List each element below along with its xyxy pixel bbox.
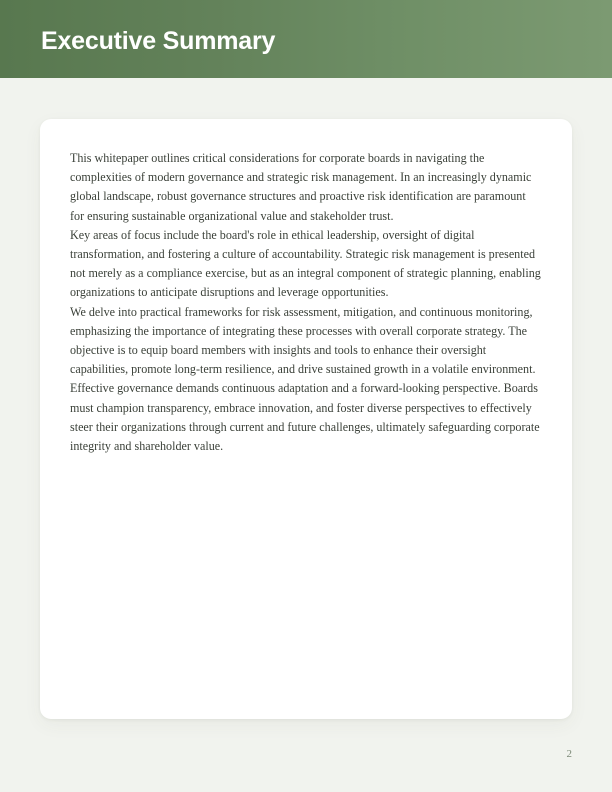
paragraph-4: Effective governance demands continuous adaptation and a forward-looking perspective. Boards must champion transparency, embrace innovation, and foster diverse perspectives to effectively steer their organizations through current and future challenges, ultimately safeguarding corporate integrity and shareholder value. — [70, 381, 540, 454]
page-title: Executive Summary — [41, 27, 276, 55]
paragraph-1: This whitepaper outlines critical considerations for corporate boards in navigating the complexities of modern governance and strategic risk management. In an increasingly dynamic global landscape, robust governance structures and proactive risk identification are paramount for ensuring sustainable organizational value and stakeholder trust. — [70, 151, 532, 223]
page-number: 2 — [566, 748, 572, 760]
page-header-band — [0, 0, 612, 78]
paragraph-3: We delve into practical frameworks for risk assessment, mitigation, and continuous monitoring, emphasizing the importance of integrating these processes with overall corporate strategy. The objective is to equip board members with insights and tools to enhance their oversight capabilities, promote long-term resilience, and drive sustained growth in a volatile environment. — [70, 304, 536, 377]
paragraph-2: Key areas of focus include the board's role in ethical leadership, oversight of digital transformation, and fostering a culture of accountability. Strategic risk management is presented not merely as a compliance exercise, but as an integral component of strategic planning, enabling organizations to anticipate disruptions and leverage opportunities. — [70, 227, 541, 300]
body-text-block — [70, 149, 542, 456]
content-card — [40, 119, 572, 719]
